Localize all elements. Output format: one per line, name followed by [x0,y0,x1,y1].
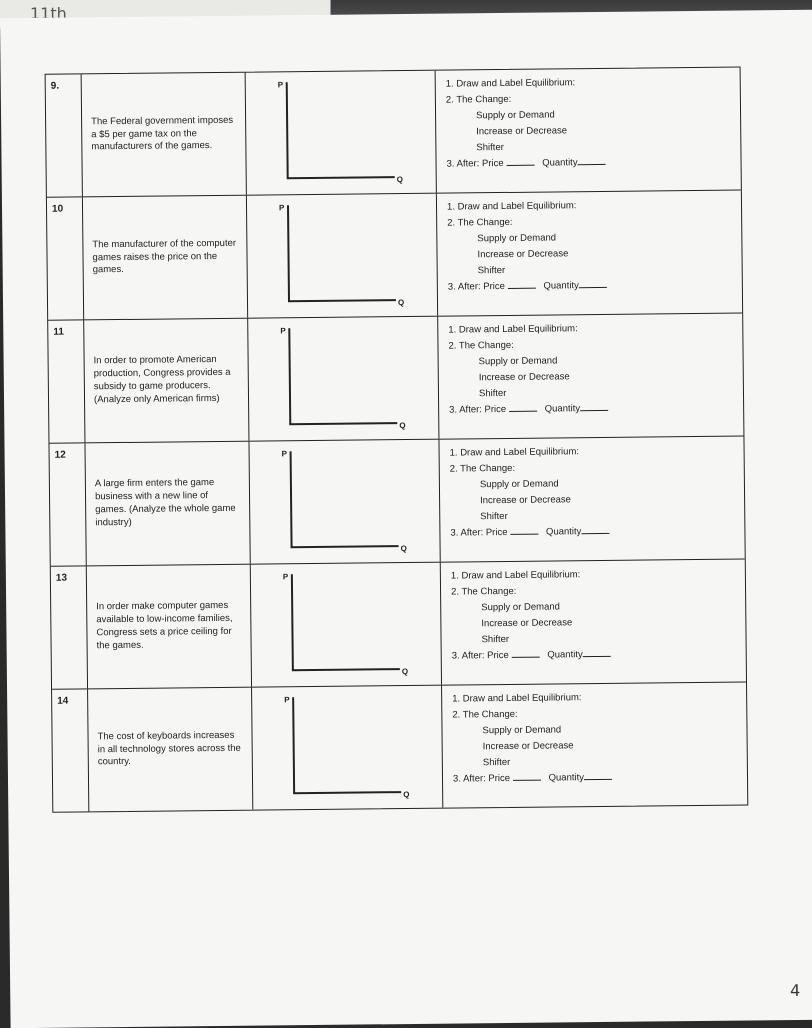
scenario-label: In order to promote American production, Congress provides a subsidy to game producers. (Analyze only American firms) [93,354,231,406]
price-axis-label: P [277,80,284,90]
scenario-label: The cost of keyboards increases in all technology stores across the country. [97,729,241,768]
scenario-text [82,73,247,197]
graph-area [247,194,438,318]
after-price-label: 3. After: Price [450,526,508,539]
supply-or-demand: Supply or Demand [477,232,557,245]
step-after [449,399,743,418]
price-axis-label: P [278,203,285,213]
price-blank[interactable] [506,157,534,166]
quantity-blank[interactable] [583,648,611,657]
quantity-label: Quantity [548,772,585,784]
after-price-label: 3. After: Price [452,772,511,785]
step-equilibrium: 1. Draw and Label Equilibrium: [445,77,576,90]
graph-area [248,317,439,441]
quantity-axis-label: Q [396,175,404,185]
shifter: Shifter [477,264,506,277]
supply-or-demand: Supply or Demand [482,724,562,737]
supply-or-demand: Supply or Demand [481,601,560,614]
after-price-label: 3. After: Price [446,157,504,170]
step-change: 2. The Change: [450,585,517,598]
quantity-blank[interactable] [579,279,607,288]
scenario-text [87,565,252,689]
quantity-axis [291,545,399,548]
quantity-label: Quantity [542,157,578,169]
row-number: 12 [49,443,86,565]
step-equilibrium: 1. Draw and Label Equilibrium: [452,692,582,705]
row-number: 14 [52,689,89,811]
price-axis-label: P [282,572,289,582]
step-change: 2. The Change: [448,339,514,352]
step-change: 2. The Change: [452,708,518,721]
increase-or-decrease: Increase or Decrease [480,494,571,507]
quantity-label: Quantity [545,526,582,538]
scrap-text: 11th [30,4,67,23]
worksheet-table [45,66,749,812]
quantity-axis [288,299,396,302]
scenario-text [85,442,250,566]
shifter: Shifter [481,633,510,646]
step-after [448,276,742,295]
step-equilibrium: 1. Draw and Label Equilibrium: [448,323,578,336]
analysis-steps [436,68,741,193]
increase-or-decrease: Increase or Decrease [477,248,569,261]
quantity-axis [293,791,401,794]
scenario-text [84,319,249,443]
step-equilibrium: 1. Draw and Label Equilibrium: [450,569,581,582]
step-after [446,154,740,173]
shifter: Shifter [482,756,511,769]
quantity-label: Quantity [543,280,579,292]
price-axis [286,82,289,178]
analysis-steps [438,313,743,438]
worksheet-row [48,313,743,443]
step-after [453,768,747,787]
step-after [452,645,746,664]
step-equilibrium: 1. Draw and Label Equilibrium: [446,200,577,213]
worksheet-row [46,68,741,198]
graph-area [249,440,440,564]
step-equilibrium: 1. Draw and Label Equilibrium: [449,446,580,459]
analysis-steps [442,682,747,807]
row-number: 11 [48,320,85,442]
analysis-steps [441,559,746,684]
quantity-label: Quantity [544,403,581,415]
price-axis [287,205,290,301]
supply-or-demand: Supply or Demand [476,109,555,122]
price-blank[interactable] [513,772,541,781]
row-number: 13 [51,566,88,688]
quantity-axis-label: Q [403,790,410,800]
increase-or-decrease: Increase or Decrease [478,371,570,384]
worksheet-row [51,559,746,689]
scenario-text [88,688,253,812]
quantity-blank[interactable] [577,156,605,165]
quantity-axis [292,668,400,671]
quantity-blank[interactable] [584,771,612,780]
price-axis-label: P [284,695,290,705]
price-blank[interactable] [509,403,537,412]
shifter: Shifter [478,387,507,400]
worksheet-row [49,436,744,566]
shifter: Shifter [480,510,508,523]
price-axis [292,697,295,793]
after-price-label: 3. After: Price [451,649,509,662]
price-blank[interactable] [507,280,535,289]
graph-area [251,563,442,687]
increase-or-decrease: Increase or Decrease [482,740,574,753]
quantity-axis [289,422,397,425]
scenario-text [83,196,248,320]
quantity-axis [287,176,395,179]
graph-area [252,686,443,810]
price-blank[interactable] [510,526,538,535]
after-price-label: 3. After: Price [447,280,505,293]
price-axis [288,328,291,424]
quantity-axis-label: Q [401,667,409,677]
quantity-blank[interactable] [581,525,609,534]
price-blank[interactable] [511,649,539,658]
increase-or-decrease: Increase or Decrease [476,125,568,138]
scenario-label: The Federal government imposes a $5 per game tax on the manufacturers of the games. [91,114,234,153]
quantity-axis-label: Q [399,421,406,431]
price-axis [291,574,294,670]
page-number: 4 [789,980,801,1001]
quantity-label: Quantity [547,649,583,661]
price-axis [290,451,293,547]
supply-or-demand: Supply or Demand [478,355,558,368]
worksheet-row [52,682,747,811]
price-axis-label: P [281,449,287,459]
scenario-label: The manufacturer of the computer games raises the price on the games. [92,237,237,276]
step-change: 2. The Change: [445,93,512,106]
row-number: 10 [47,197,84,319]
step-change: 2. The Change: [449,462,516,475]
quantity-axis-label: Q [400,544,407,554]
row-number: 9. [46,74,83,196]
increase-or-decrease: Increase or Decrease [481,617,573,630]
graph-area [246,71,437,195]
scenario-label: In order make computer games available to low-income families, Congress sets a price ceiling for the games. [96,600,233,652]
scenario-label: A large firm enters the game business with a new line of games. (Analyze the whole game industry) [94,477,236,529]
quantity-axis-label: Q [397,298,405,308]
shifter: Shifter [476,141,504,154]
after-price-label: 3. After: Price [449,403,507,416]
step-change: 2. The Change: [447,216,513,229]
analysis-steps [439,436,744,561]
price-axis-label: P [280,326,286,336]
step-after [450,522,744,541]
analysis-steps [437,191,742,316]
worksheet-row [47,191,742,321]
worksheet-page [0,10,812,1028]
quantity-blank[interactable] [580,402,608,411]
supply-or-demand: Supply or Demand [479,478,559,491]
